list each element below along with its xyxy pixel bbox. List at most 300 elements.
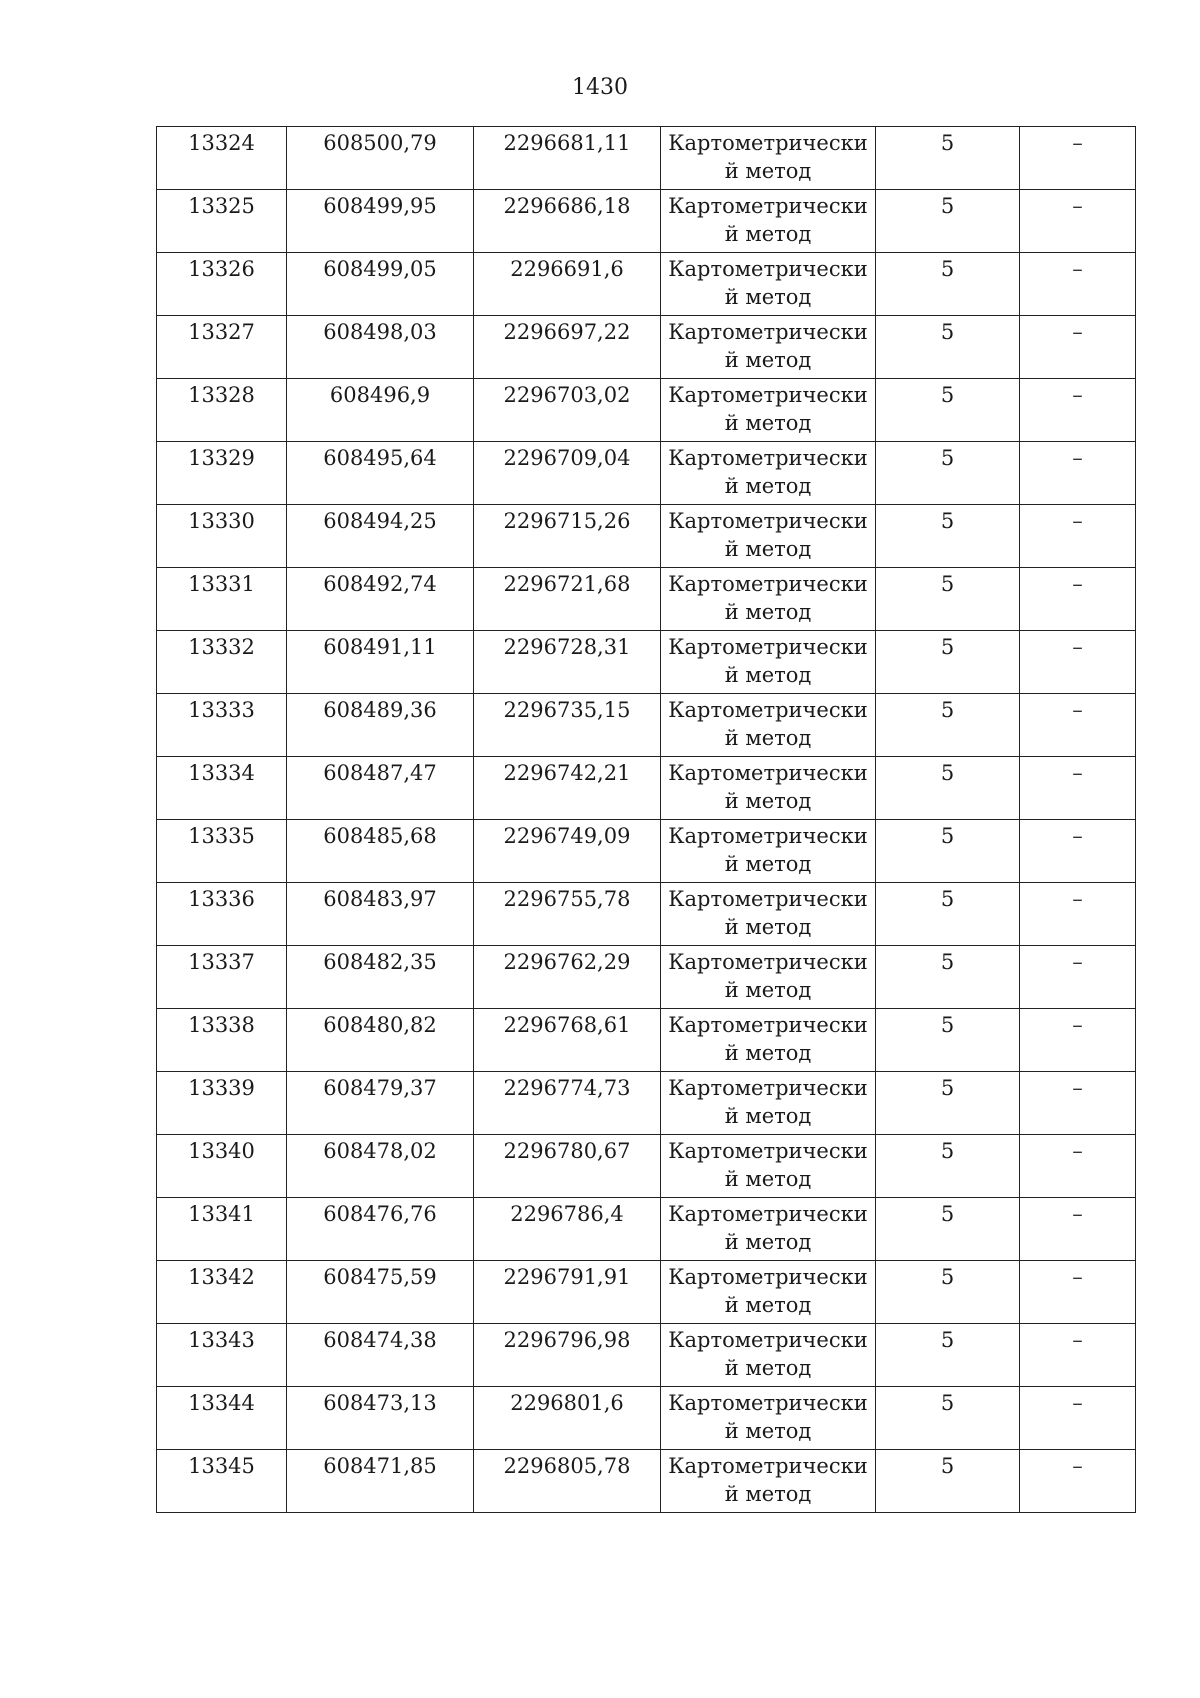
point-number-text: 13328	[188, 383, 255, 407]
table-row	[157, 1009, 1136, 1072]
table-row	[157, 316, 1136, 379]
method-line-2: й метод	[724, 159, 812, 183]
y-coordinate-cell	[474, 946, 661, 1009]
method-cell	[661, 757, 876, 820]
point-number-text: 13333	[188, 698, 255, 722]
note-cell	[1020, 820, 1136, 883]
method-text	[661, 757, 875, 815]
y-coordinate-cell	[474, 1387, 661, 1450]
x-coordinate-text: 608499,05	[323, 257, 437, 281]
y-coordinate-cell	[474, 883, 661, 946]
note-text: –	[1072, 509, 1083, 533]
point-number-cell	[157, 1387, 287, 1450]
note-text: –	[1072, 1265, 1083, 1289]
y-coordinate-cell	[474, 253, 661, 316]
method-line-1: Картометрически	[668, 1265, 868, 1289]
method-cell	[661, 379, 876, 442]
note-text: –	[1072, 320, 1083, 344]
x-coordinate-cell	[287, 442, 474, 505]
y-coordinate-text: 2296755,78	[503, 887, 631, 911]
method-line-1: Картометрически	[668, 1139, 868, 1163]
y-coordinate-text: 2296774,73	[503, 1076, 631, 1100]
point-number-text: 13332	[188, 635, 255, 659]
table-row	[157, 1324, 1136, 1387]
method-text	[661, 127, 875, 185]
y-coordinate-cell	[474, 190, 661, 253]
x-coordinate-cell	[287, 631, 474, 694]
method-line-2: й метод	[724, 1167, 812, 1191]
x-coordinate-text: 608491,11	[323, 635, 437, 659]
accuracy-cell	[876, 820, 1020, 883]
accuracy-text: 5	[940, 1076, 955, 1100]
x-coordinate-text: 608479,37	[323, 1076, 437, 1100]
note-cell	[1020, 694, 1136, 757]
point-number-cell	[157, 631, 287, 694]
method-cell	[661, 568, 876, 631]
x-coordinate-text: 608494,25	[323, 509, 437, 533]
method-line-1: Картометрически	[668, 1391, 868, 1415]
accuracy-cell	[876, 1009, 1020, 1072]
y-coordinate-cell	[474, 757, 661, 820]
method-line-1: Картометрически	[668, 320, 868, 344]
note-cell	[1020, 757, 1136, 820]
method-text	[661, 505, 875, 563]
accuracy-cell	[876, 1324, 1020, 1387]
y-coordinate-text: 2296805,78	[503, 1454, 631, 1478]
x-coordinate-cell	[287, 1135, 474, 1198]
accuracy-text: 5	[940, 1454, 955, 1478]
method-text	[661, 1387, 875, 1445]
table-row	[157, 1387, 1136, 1450]
method-cell	[661, 1198, 876, 1261]
point-number-text: 13335	[188, 824, 255, 848]
accuracy-text: 5	[940, 257, 955, 281]
y-coordinate-text: 2296742,21	[503, 761, 631, 785]
y-coordinate-text: 2296715,26	[503, 509, 631, 533]
method-line-1: Картометрически	[668, 572, 868, 596]
accuracy-text: 5	[940, 446, 955, 470]
note-cell	[1020, 883, 1136, 946]
note-text: –	[1072, 887, 1083, 911]
accuracy-text: 5	[940, 1202, 955, 1226]
note-text: –	[1072, 1076, 1083, 1100]
table-row	[157, 253, 1136, 316]
method-cell	[661, 1324, 876, 1387]
note-cell	[1020, 1009, 1136, 1072]
method-text	[661, 946, 875, 1004]
note-text: –	[1072, 761, 1083, 785]
table-row	[157, 379, 1136, 442]
x-coordinate-text: 608495,64	[323, 446, 437, 470]
point-number-cell	[157, 946, 287, 1009]
point-number-cell	[157, 1324, 287, 1387]
accuracy-cell	[876, 253, 1020, 316]
point-number-cell	[157, 568, 287, 631]
note-cell	[1020, 1135, 1136, 1198]
note-text: –	[1072, 131, 1083, 155]
x-coordinate-text: 608480,82	[323, 1013, 437, 1037]
method-line-1: Картометрически	[668, 194, 868, 218]
note-text: –	[1072, 698, 1083, 722]
table-body	[157, 127, 1136, 1513]
method-text	[661, 1009, 875, 1067]
accuracy-text: 5	[940, 761, 955, 785]
accuracy-text: 5	[940, 950, 955, 974]
y-coordinate-text: 2296728,31	[503, 635, 631, 659]
y-coordinate-cell	[474, 1198, 661, 1261]
x-coordinate-text: 608492,74	[323, 572, 437, 596]
method-line-1: Картометрически	[668, 1454, 868, 1478]
note-text: –	[1072, 950, 1083, 974]
point-number-text: 13324	[188, 131, 255, 155]
note-text: –	[1072, 1013, 1083, 1037]
y-coordinate-cell	[474, 442, 661, 505]
method-cell	[661, 694, 876, 757]
x-coordinate-cell	[287, 505, 474, 568]
point-number-cell	[157, 316, 287, 379]
method-line-1: Картометрически	[668, 509, 868, 533]
point-number-text: 13344	[188, 1391, 255, 1415]
point-number-cell	[157, 379, 287, 442]
point-number-cell	[157, 820, 287, 883]
method-cell	[661, 1135, 876, 1198]
y-coordinate-text: 2296801,6	[510, 1391, 624, 1415]
table-row	[157, 883, 1136, 946]
note-text: –	[1072, 446, 1083, 470]
table-row	[157, 694, 1136, 757]
method-line-2: й метод	[724, 726, 812, 750]
accuracy-cell	[876, 1198, 1020, 1261]
method-text	[661, 1450, 875, 1508]
x-coordinate-cell	[287, 1198, 474, 1261]
accuracy-text: 5	[940, 1265, 955, 1289]
accuracy-text: 5	[940, 509, 955, 533]
accuracy-cell	[876, 568, 1020, 631]
accuracy-text: 5	[940, 572, 955, 596]
point-number-text: 13343	[188, 1328, 255, 1352]
table-row	[157, 1450, 1136, 1513]
method-text	[661, 568, 875, 626]
x-coordinate-cell	[287, 757, 474, 820]
note-cell	[1020, 568, 1136, 631]
x-coordinate-cell	[287, 1387, 474, 1450]
accuracy-text: 5	[940, 635, 955, 659]
y-coordinate-cell	[474, 820, 661, 883]
point-number-cell	[157, 1135, 287, 1198]
note-cell	[1020, 190, 1136, 253]
point-number-cell	[157, 694, 287, 757]
y-coordinate-text: 2296796,98	[503, 1328, 631, 1352]
method-line-1: Картометрически	[668, 131, 868, 155]
x-coordinate-text: 608483,97	[323, 887, 437, 911]
accuracy-text: 5	[940, 887, 955, 911]
point-number-text: 13342	[188, 1265, 255, 1289]
note-cell	[1020, 1198, 1136, 1261]
y-coordinate-cell	[474, 1324, 661, 1387]
method-line-2: й метод	[724, 285, 812, 309]
method-cell	[661, 820, 876, 883]
point-number-text: 13326	[188, 257, 255, 281]
note-cell	[1020, 442, 1136, 505]
point-number-text: 13325	[188, 194, 255, 218]
y-coordinate-cell	[474, 379, 661, 442]
note-cell	[1020, 505, 1136, 568]
x-coordinate-cell	[287, 379, 474, 442]
accuracy-text: 5	[940, 383, 955, 407]
note-cell	[1020, 1261, 1136, 1324]
y-coordinate-text: 2296709,04	[503, 446, 631, 470]
note-text: –	[1072, 1391, 1083, 1415]
method-cell	[661, 127, 876, 190]
point-number-text: 13345	[188, 1454, 255, 1478]
accuracy-cell	[876, 883, 1020, 946]
point-number-cell	[157, 253, 287, 316]
x-coordinate-text: 608475,59	[323, 1265, 437, 1289]
note-text: –	[1072, 824, 1083, 848]
point-number-cell	[157, 757, 287, 820]
note-cell	[1020, 379, 1136, 442]
x-coordinate-text: 608500,79	[323, 131, 437, 155]
method-line-2: й метод	[724, 1482, 812, 1506]
x-coordinate-cell	[287, 253, 474, 316]
point-number-text: 13337	[188, 950, 255, 974]
method-text	[661, 820, 875, 878]
accuracy-cell	[876, 379, 1020, 442]
method-cell	[661, 505, 876, 568]
note-cell	[1020, 1324, 1136, 1387]
note-cell	[1020, 253, 1136, 316]
method-text	[661, 1198, 875, 1256]
note-text: –	[1072, 1454, 1083, 1478]
method-line-2: й метод	[724, 411, 812, 435]
method-cell	[661, 442, 876, 505]
method-line-2: й метод	[724, 537, 812, 561]
y-coordinate-text: 2296686,18	[503, 194, 631, 218]
method-line-1: Картометрически	[668, 824, 868, 848]
table-row	[157, 1072, 1136, 1135]
table-row	[157, 190, 1136, 253]
point-number-cell	[157, 1009, 287, 1072]
point-number-cell	[157, 883, 287, 946]
note-text: –	[1072, 257, 1083, 281]
y-coordinate-cell	[474, 316, 661, 379]
method-text	[661, 316, 875, 374]
note-text: –	[1072, 1328, 1083, 1352]
note-cell	[1020, 127, 1136, 190]
x-coordinate-text: 608471,85	[323, 1454, 437, 1478]
point-number-cell	[157, 442, 287, 505]
x-coordinate-cell	[287, 1324, 474, 1387]
x-coordinate-cell	[287, 1009, 474, 1072]
accuracy-cell	[876, 316, 1020, 379]
table-row	[157, 568, 1136, 631]
y-coordinate-text: 2296681,11	[503, 131, 631, 155]
method-text	[661, 1324, 875, 1382]
x-coordinate-text: 608482,35	[323, 950, 437, 974]
y-coordinate-cell	[474, 127, 661, 190]
point-number-text: 13340	[188, 1139, 255, 1163]
point-number-text: 13334	[188, 761, 255, 785]
table-row	[157, 127, 1136, 190]
accuracy-text: 5	[940, 131, 955, 155]
table-row	[157, 757, 1136, 820]
note-text: –	[1072, 1139, 1083, 1163]
accuracy-text: 5	[940, 1013, 955, 1037]
y-coordinate-cell	[474, 568, 661, 631]
note-text: –	[1072, 1202, 1083, 1226]
note-text: –	[1072, 572, 1083, 596]
x-coordinate-cell	[287, 694, 474, 757]
accuracy-text: 5	[940, 824, 955, 848]
accuracy-text: 5	[940, 1139, 955, 1163]
method-line-1: Картометрически	[668, 1328, 868, 1352]
method-line-2: й метод	[724, 222, 812, 246]
method-cell	[661, 1009, 876, 1072]
x-coordinate-cell	[287, 883, 474, 946]
method-text	[661, 883, 875, 941]
accuracy-cell	[876, 1135, 1020, 1198]
table-row	[157, 505, 1136, 568]
method-cell	[661, 316, 876, 379]
note-text: –	[1072, 635, 1083, 659]
point-number-cell	[157, 127, 287, 190]
method-line-2: й метод	[724, 600, 812, 624]
method-line-2: й метод	[724, 915, 812, 939]
x-coordinate-cell	[287, 1261, 474, 1324]
method-cell	[661, 946, 876, 1009]
point-number-cell	[157, 1450, 287, 1513]
method-line-1: Картометрически	[668, 635, 868, 659]
point-number-text: 13336	[188, 887, 255, 911]
method-text	[661, 694, 875, 752]
method-text	[661, 1135, 875, 1193]
method-text	[661, 442, 875, 500]
y-coordinate-text: 2296780,67	[503, 1139, 631, 1163]
method-line-2: й метод	[724, 789, 812, 813]
note-text: –	[1072, 194, 1083, 218]
method-cell	[661, 631, 876, 694]
note-cell	[1020, 1072, 1136, 1135]
note-cell	[1020, 946, 1136, 1009]
method-cell	[661, 253, 876, 316]
y-coordinate-cell	[474, 694, 661, 757]
table-row	[157, 820, 1136, 883]
y-coordinate-text: 2296762,29	[503, 950, 631, 974]
point-number-cell	[157, 1198, 287, 1261]
table-row	[157, 1135, 1136, 1198]
y-coordinate-text: 2296786,4	[510, 1202, 624, 1226]
accuracy-cell	[876, 1450, 1020, 1513]
x-coordinate-cell	[287, 946, 474, 1009]
x-coordinate-text: 608474,38	[323, 1328, 437, 1352]
table-row	[157, 1261, 1136, 1324]
accuracy-text: 5	[940, 1391, 955, 1415]
y-coordinate-text: 2296735,15	[503, 698, 631, 722]
y-coordinate-text: 2296691,6	[510, 257, 624, 281]
point-number-text: 13327	[188, 320, 255, 344]
note-cell	[1020, 1450, 1136, 1513]
accuracy-cell	[876, 694, 1020, 757]
point-number-cell	[157, 1261, 287, 1324]
method-line-2: й метод	[724, 1041, 812, 1065]
method-cell	[661, 1450, 876, 1513]
method-line-1: Картометрически	[668, 698, 868, 722]
accuracy-cell	[876, 505, 1020, 568]
point-number-text: 13339	[188, 1076, 255, 1100]
method-cell	[661, 1261, 876, 1324]
point-number-text: 13330	[188, 509, 255, 533]
method-cell	[661, 1072, 876, 1135]
method-cell	[661, 883, 876, 946]
method-line-1: Картометрически	[668, 1076, 868, 1100]
accuracy-text: 5	[940, 320, 955, 344]
x-coordinate-text: 608473,13	[323, 1391, 437, 1415]
method-line-2: й метод	[724, 1293, 812, 1317]
method-cell	[661, 1387, 876, 1450]
method-line-1: Картометрически	[668, 1202, 868, 1226]
x-coordinate-text: 608498,03	[323, 320, 437, 344]
table-row	[157, 442, 1136, 505]
x-coordinate-cell	[287, 316, 474, 379]
y-coordinate-cell	[474, 631, 661, 694]
x-coordinate-cell	[287, 1072, 474, 1135]
y-coordinate-cell	[474, 1009, 661, 1072]
y-coordinate-cell	[474, 1450, 661, 1513]
method-text	[661, 1261, 875, 1319]
x-coordinate-cell	[287, 820, 474, 883]
x-coordinate-text: 608487,47	[323, 761, 437, 785]
method-line-1: Картометрически	[668, 383, 868, 407]
x-coordinate-cell	[287, 1450, 474, 1513]
point-number-cell	[157, 190, 287, 253]
method-line-2: й метод	[724, 1230, 812, 1254]
method-line-1: Картометрически	[668, 1013, 868, 1037]
method-line-1: Картометрически	[668, 761, 868, 785]
method-line-1: Картометрически	[668, 257, 868, 281]
method-line-2: й метод	[724, 852, 812, 876]
accuracy-cell	[876, 1387, 1020, 1450]
method-line-1: Картометрически	[668, 887, 868, 911]
accuracy-text: 5	[940, 698, 955, 722]
accuracy-cell	[876, 1261, 1020, 1324]
accuracy-text: 5	[940, 1328, 955, 1352]
y-coordinate-text: 2296791,91	[503, 1265, 631, 1289]
x-coordinate-text: 608499,95	[323, 194, 437, 218]
y-coordinate-text: 2296721,68	[503, 572, 631, 596]
point-number-text: 13338	[188, 1013, 255, 1037]
method-text	[661, 631, 875, 689]
y-coordinate-cell	[474, 505, 661, 568]
x-coordinate-text: 608476,76	[323, 1202, 437, 1226]
page-number: 1430	[572, 75, 628, 100]
accuracy-cell	[876, 946, 1020, 1009]
method-line-1: Картометрически	[668, 446, 868, 470]
x-coordinate-cell	[287, 190, 474, 253]
method-cell	[661, 190, 876, 253]
point-number-text: 13331	[188, 572, 255, 596]
y-coordinate-text: 2296697,22	[503, 320, 631, 344]
y-coordinate-text: 2296703,02	[503, 383, 631, 407]
method-line-2: й метод	[724, 348, 812, 372]
point-number-cell	[157, 1072, 287, 1135]
method-text	[661, 1072, 875, 1130]
y-coordinate-cell	[474, 1261, 661, 1324]
point-number-text: 13329	[188, 446, 255, 470]
note-cell	[1020, 1387, 1136, 1450]
accuracy-cell	[876, 631, 1020, 694]
method-text	[661, 379, 875, 437]
y-coordinate-text: 2296768,61	[503, 1013, 631, 1037]
